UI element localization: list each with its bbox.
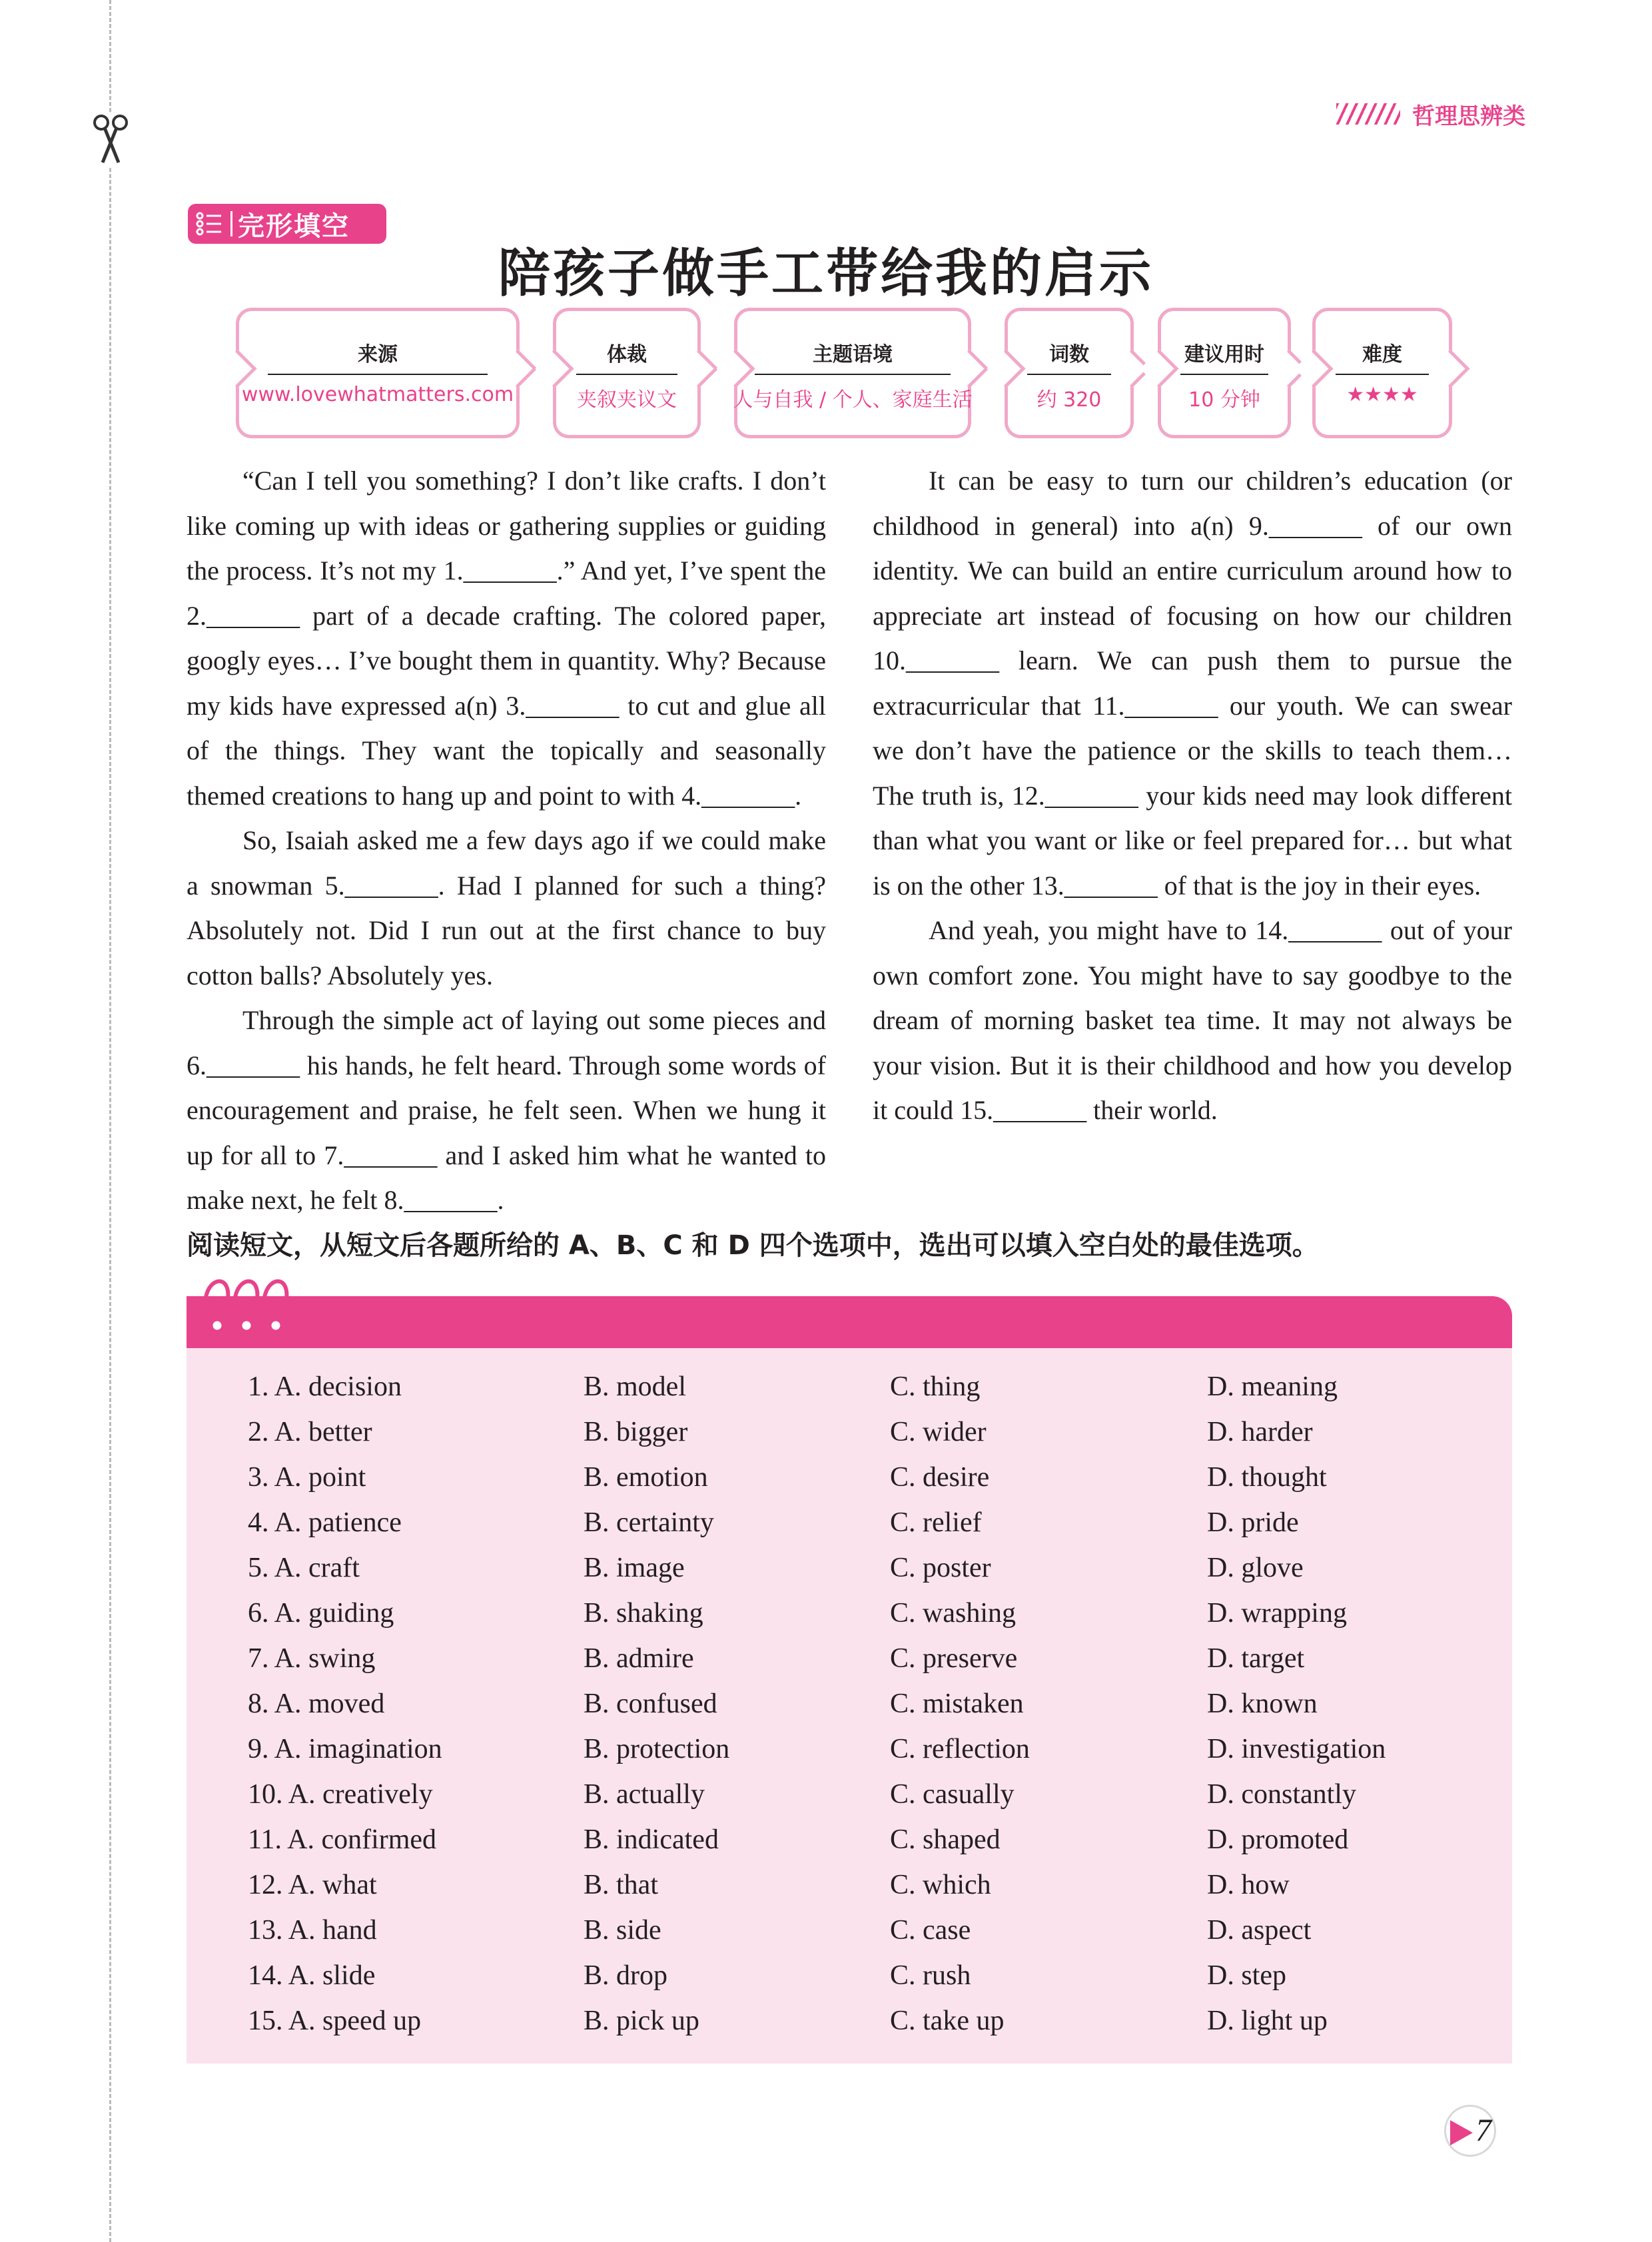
section-badge-label: 完形填空 xyxy=(238,210,350,242)
info-label: 词数 xyxy=(1027,338,1112,375)
info-box-time xyxy=(1158,308,1291,438)
option-choice: D. glove xyxy=(1207,1553,1304,1583)
info-label: 难度 xyxy=(1336,338,1430,375)
option-choice: D. light up xyxy=(1207,2006,1328,2036)
option-choice: B. bigger xyxy=(584,1417,688,1447)
option-choice: D. meaning xyxy=(1207,1371,1338,1402)
options-header-bar xyxy=(187,1296,1512,1348)
option-row xyxy=(248,1591,1500,1636)
option-choice: B. drop xyxy=(584,1960,667,1991)
option-choice: B. indicated xyxy=(584,1824,719,1855)
option-choice: B. model xyxy=(584,1371,686,1402)
passage-column-left xyxy=(187,458,826,1223)
option-row xyxy=(248,1681,1500,1726)
option-choice: D. pride xyxy=(1207,1507,1299,1538)
option-row xyxy=(248,1636,1500,1681)
option-choice: 13. A. hand xyxy=(248,1915,377,1946)
option-row xyxy=(248,1545,1500,1591)
option-choice: C. preserve xyxy=(890,1643,1018,1674)
option-choice: 11. A. confirmed xyxy=(248,1824,437,1855)
option-choice: C. poster xyxy=(890,1553,991,1583)
option-choice: D. aspect xyxy=(1207,1915,1312,1946)
option-choice: D. step xyxy=(1207,1960,1286,1991)
info-value: www.lovewhatmatters.com xyxy=(241,383,514,406)
option-choice: 10. A. creatively xyxy=(248,1779,433,1810)
option-choice: B. protection xyxy=(584,1734,730,1764)
info-box-genre xyxy=(553,308,701,438)
category-header xyxy=(1336,97,1525,131)
option-choice: C. which xyxy=(890,1870,991,1900)
info-value: 约 320 xyxy=(1036,388,1102,412)
option-choice: C. reflection xyxy=(890,1734,1030,1764)
binder-rings-icon xyxy=(200,1272,300,1339)
option-choice: 14. A. slide xyxy=(248,1960,376,1991)
option-row xyxy=(248,1998,1500,2044)
option-row xyxy=(248,1500,1500,1545)
page-number: 7 xyxy=(1475,2113,1491,2148)
option-row xyxy=(248,1409,1500,1455)
option-choice: B. confused xyxy=(584,1688,717,1719)
option-choice: C. wider xyxy=(890,1417,987,1447)
option-choice: C. thing xyxy=(890,1371,981,1402)
option-choice: C. relief xyxy=(890,1507,982,1538)
instruction-text: 阅读短文，从短文后各题所给的 A、B、C 和 D 四个选项中，选出可以填入空白处的最佳选项。 xyxy=(187,1230,1319,1261)
option-choice: C. case xyxy=(890,1915,971,1946)
option-choice: D. promoted xyxy=(1207,1824,1349,1855)
option-choice: B. side xyxy=(584,1915,661,1946)
option-row xyxy=(248,1772,1500,1817)
option-choice: C. desire xyxy=(890,1462,990,1493)
page-number-badge xyxy=(1444,2105,1496,2157)
option-choice: 8. A. moved xyxy=(248,1688,385,1719)
option-choice: 5. A. craft xyxy=(248,1553,360,1583)
option-choice: 2. A. better xyxy=(248,1417,372,1447)
info-value: 人与自我 / 个人、家庭生活 xyxy=(733,388,973,412)
option-choice: B. certainty xyxy=(584,1507,714,1538)
passage-paragraph: So, Isaiah asked me a few days ago if we could make a snowman 5._______. Had I planned for such a thing? Absolutely not. Did I run out at the first chance to buy cotton balls? Absolutely yes. xyxy=(187,825,826,990)
options-panel xyxy=(187,1348,1512,2063)
option-choice: C. casually xyxy=(890,1779,1015,1810)
option-choice: B. emotion xyxy=(584,1462,708,1493)
option-choice: B. shaking xyxy=(584,1598,703,1629)
option-row xyxy=(248,1364,1500,1409)
option-choice: B. that xyxy=(584,1870,658,1900)
option-choice: C. rush xyxy=(890,1960,971,1991)
option-row xyxy=(248,1862,1500,1908)
option-choice: D. known xyxy=(1207,1688,1318,1719)
option-choice: D. investigation xyxy=(1207,1734,1386,1764)
option-row xyxy=(248,1817,1500,1862)
option-choice: C. take up xyxy=(890,2006,1005,2036)
option-choice: 3. A. point xyxy=(248,1462,366,1493)
info-box-wordcount xyxy=(1005,308,1134,438)
category-label: 哲理思辨类 xyxy=(1412,103,1525,130)
difficulty-stars: ★★★★ xyxy=(1346,383,1418,406)
option-choice: 7. A. swing xyxy=(248,1643,376,1674)
option-choice: 9. A. imagination xyxy=(248,1734,442,1764)
options-list xyxy=(248,1364,1500,2044)
option-row xyxy=(248,1908,1500,1953)
option-choice: 4. A. patience xyxy=(248,1507,402,1538)
option-choice: 15. A. speed up xyxy=(248,2006,422,2036)
passage-column-right xyxy=(873,458,1512,1133)
option-choice: D. wrapping xyxy=(1207,1598,1347,1629)
info-box-difficulty xyxy=(1312,308,1452,438)
passage-paragraph: Through the simple act of laying out some pieces and 6._______ his hands, he felt heard. Through some words of encouragement and praise, he felt seen. When we hung it up for all to 7._______ and I asked him what he wanted to make next, he felt 8._______. xyxy=(187,1005,826,1215)
option-row xyxy=(248,1953,1500,1998)
option-choice: C. washing xyxy=(890,1598,1016,1629)
play-arrow-icon xyxy=(1450,2120,1473,2145)
info-value: 10 分钟 xyxy=(1188,388,1260,412)
info-box-source xyxy=(236,308,520,438)
passage-paragraph: And yeah, you might have to 14._______ out of your own comfort zone. You might have to say goodbye to the dream of morning basket tea time. It may not always be your vision. But it is their childhood and how you develop it could 15._______ their world. xyxy=(873,915,1512,1125)
info-label: 主题语境 xyxy=(755,338,951,375)
info-box-theme xyxy=(734,308,971,438)
hatch-decoration xyxy=(1336,103,1400,125)
info-row xyxy=(236,308,1469,441)
passage-paragraph: “Can I tell you something? I don’t like crafts. I don’t like coming up with ideas or gathering supplies or guiding the process. It’s not my 1._______.” And yet, I’ve spent the 2._______ part of a decade crafting. The colored paper, googly eyes… I’ve bought them in quantity. Why? Because my kids have expressed a(n) 3._______ to cut and glue all of the things. They want the topically and seasonally themed creations to hang up and point to with 4._______. xyxy=(187,466,826,811)
option-choice: D. thought xyxy=(1207,1462,1327,1493)
option-choice: B. actually xyxy=(584,1779,705,1810)
option-choice: 1. A. decision xyxy=(248,1371,402,1402)
info-label: 来源 xyxy=(268,338,488,375)
cut-line xyxy=(109,0,111,2242)
option-choice: D. how xyxy=(1207,1870,1290,1900)
info-label: 体裁 xyxy=(576,338,677,375)
info-value: 夹叙夹议文 xyxy=(577,388,677,412)
option-row xyxy=(248,1726,1500,1772)
info-label: 建议用时 xyxy=(1180,338,1268,375)
option-choice: B. image xyxy=(584,1553,685,1583)
option-choice: B. admire xyxy=(584,1643,694,1674)
option-choice: 6. A. guiding xyxy=(248,1598,394,1629)
option-choice: C. shaped xyxy=(890,1824,1001,1855)
option-choice: C. mistaken xyxy=(890,1688,1024,1719)
option-choice: D. target xyxy=(1207,1643,1305,1674)
option-choice: D. harder xyxy=(1207,1417,1313,1447)
option-choice: 12. A. what xyxy=(248,1870,377,1900)
option-row xyxy=(248,1455,1500,1500)
passage-paragraph: It can be easy to turn our children’s education (or childhood in general) into a(n) 9._______ of our own identity. We can build an entire curriculum around how to appreciate art instead of focusing on how our children 10._______ learn. We can push them to pursue the extracurricular that 11._______ our youth. We can swear we don’t have the patience or the skills to teach them… The truth is, 12._______ your kids need may look different than what you want or like or feel prepared for… but what is on the other 13._______ of that is the joy in their eyes. xyxy=(873,466,1512,901)
option-choice: D. constantly xyxy=(1207,1779,1356,1810)
page-title: 陪孩子做手工带给我的启示 xyxy=(498,244,1154,304)
option-choice: B. pick up xyxy=(584,2006,699,2036)
scissors-icon xyxy=(92,113,129,167)
